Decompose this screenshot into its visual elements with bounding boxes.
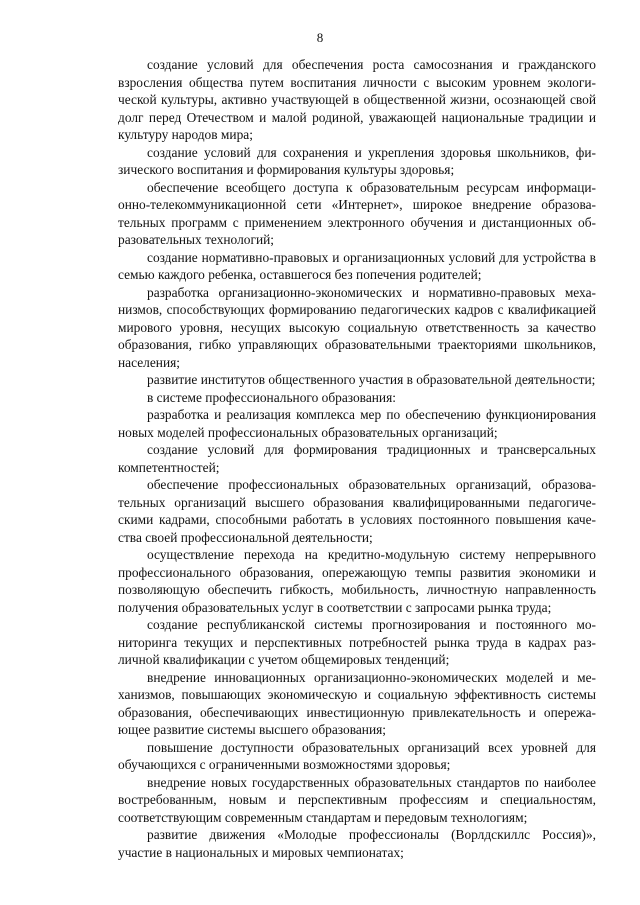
paragraph: разработка организационно-экономических и нормативно-правовых механизмов, способствующих формированию педагогических кадров с квалификацией мирового уровня, несущих высокую социальную ответственность за качество образования, гибко управляющих образовательными траекториями школьников, населения; bbox=[118, 284, 596, 370]
section-heading: в системе профессионального образования: bbox=[147, 389, 396, 405]
paragraph: создание республиканской системы прогнозирования и постоянного мониторинга текущих и перспективных потребностей рынка труда в кадрах различной квалификации с учетом общемировых тенденций; bbox=[118, 617, 596, 667]
paragraph: внедрение новых государственных образовательных стандартов по наиболее востребованным, новым и перспективным профессиям и специальностям, соответствующим современным стандартам и передовым технологиям; bbox=[118, 774, 596, 825]
paragraph: создание условий для сохранения и укрепления здоровья школьников, физического воспитания и формирования культуры здоровья; bbox=[118, 144, 596, 177]
paragraph: развитие институтов общественного участия в образовательной деятельности; bbox=[147, 372, 596, 387]
document-body bbox=[118, 56, 596, 861]
paragraph: разработка и реализация комплекса мер по обеспечению функционирования новых моделей профессиональных образовательных организаций; bbox=[118, 407, 596, 440]
paragraph: осуществление перехода на кредитно-модульную систему непрерывного профессионального образования, опережающую темпы развития экономики и позволяющую обеспечить гибкость, мобильность, личностную направленность получения образовательных услуг в соответствии с запросами рынка труда; bbox=[118, 547, 596, 615]
paragraph: создание нормативно-правовых и организационных условий для устройства в семью каждого ребенка, оставшегося без попечения родителей; bbox=[118, 249, 596, 282]
page-number: 8 bbox=[316, 30, 324, 45]
paragraph: создание условий для формирования традиционных и трансверсальных компетентностей; bbox=[118, 442, 596, 475]
paragraph: повышение доступности образовательных организаций всех уровней для обучающихся с ограниченными возможностями здоровья; bbox=[118, 739, 596, 772]
paragraph: развитие движения «Молодые профессионалы (Ворлдскиллс Россия)», участие в национальных и мировых чемпионатах; bbox=[118, 827, 596, 860]
paragraph: создание условий для обеспечения роста самосознания и гражданского взросления общества путем воспитания личности с высоким уровнем экологической культуры, активно участвующей в общественной жизни, осознающей свой долг перед Отечеством и малой родиной, уважающей национальные традиции и культуру народов мира; bbox=[118, 57, 596, 142]
paragraph: обеспечение профессиональных образовательных организаций, образовательных организаций высшего образования квалифицированными педагогическими кадрами, способными работать в условиях постоянного повышения качества своей профессиональной деятельности; bbox=[118, 477, 596, 545]
paragraph: внедрение инновационных организационно-экономических моделей и механизмов, повышающих экономическую и социальную эффективность системы образования, обеспечивающих инвестиционную привлекательность и опережающее развитие системы высшего образования; bbox=[118, 669, 596, 737]
paragraph: обеспечение всеобщего доступа к образовательным ресурсам информационно-телекоммуникационной сети «Интернет», широкое внедрение образовательных программ с применением электронного обучения и дистанционных образовательных технологий; bbox=[118, 179, 596, 247]
